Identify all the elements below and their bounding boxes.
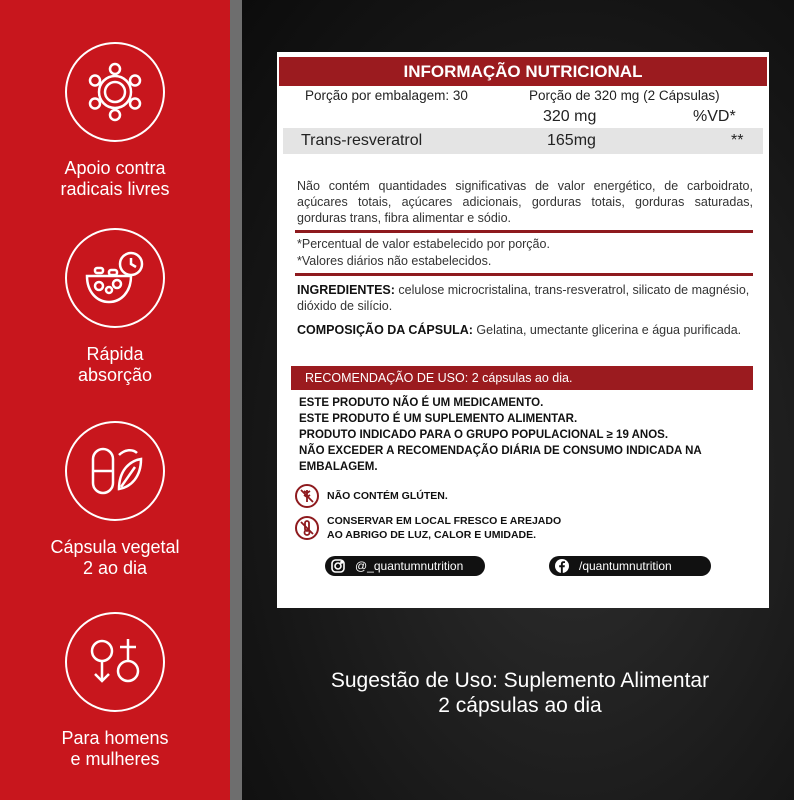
no-significant-text: Não contém quantidades significativas de valor energético, de carboidrato, açúcares totais, açúcares adicionais, gorduras totais, gorduras saturadas, gorduras trans, fibra alimentar e sódio.	[297, 179, 753, 225]
usage-suggestion	[260, 668, 780, 718]
capsule-composition	[297, 322, 753, 338]
suggestion-line-2: 2 cápsulas ao dia	[438, 694, 602, 717]
feature-label: Cápsula vegetal 2 ao dia	[50, 537, 180, 578]
suggestion-line-1: Sugestão de Uso: Suplemento Alimentar	[330, 669, 710, 692]
nutrient-vd: **	[731, 132, 744, 149]
capsule-leaf-icon	[85, 441, 145, 501]
feature-icon-circle	[65, 228, 165, 328]
facebook-handle[interactable]	[549, 556, 711, 576]
warning-line: ESTE PRODUTO NÃO É UM MEDICAMENTO.	[299, 397, 544, 409]
feature-absorption	[0, 228, 230, 386]
feature-icon-circle	[65, 42, 165, 142]
warning-line: EMBALAGEM.	[299, 461, 378, 473]
warning-line: NÃO EXCEDER A RECOMENDAÇÃO DIÁRIA DE CONSUMO INDICADA NA	[299, 445, 702, 457]
feature-label: Para homens e mulheres	[61, 728, 169, 769]
nutrient-name: Trans-resveratrol	[301, 132, 423, 149]
facebook-icon	[553, 557, 571, 575]
nutrition-panel	[277, 52, 769, 608]
feature-vegetal-capsule	[0, 421, 230, 579]
serving-size: Porção de 320 mg (2 Cápsulas)	[529, 88, 720, 103]
serving-amount: 320 mg	[543, 108, 597, 125]
gender-icon	[84, 631, 146, 693]
warning-line: PRODUTO INDICADO PARA O GRUPO POPULACIONAL ≥ 19 ANOS.	[299, 429, 669, 441]
capsule-label: COMPOSIÇÃO DA CÁPSULA:	[297, 323, 473, 337]
nutrient-row	[283, 128, 763, 154]
warning-line: ESTE PRODUTO É UM SUPLEMENTO ALIMENTAR.	[299, 413, 578, 425]
footnote-1: *Percentual de valor estabelecido por porção.	[297, 237, 550, 251]
fast-absorption-icon	[83, 248, 147, 308]
feature-icon-circle	[65, 421, 165, 521]
vd-header: %VD*	[693, 108, 736, 125]
recommendation-bar	[291, 366, 753, 390]
storage-icon	[295, 516, 319, 540]
nutrient-amount: 165mg	[547, 132, 596, 149]
feature-gender	[0, 612, 230, 770]
instagram-handle[interactable]	[325, 556, 485, 576]
molecule-icon	[84, 61, 146, 123]
instagram-icon	[329, 557, 347, 575]
gluten-free-text: NÃO CONTÉM GLÚTEN.	[327, 490, 448, 502]
capsule-text: Gelatina, umectante glicerina e água purificada.	[472, 323, 742, 337]
facebook-text: /quantumnutrition	[579, 559, 672, 573]
no-gluten-icon	[295, 484, 319, 508]
instagram-text: @_quantumnutrition	[355, 559, 464, 573]
panel-title: INFORMAÇÃO NUTRICIONAL	[279, 57, 767, 86]
feature-icon-circle	[65, 612, 165, 712]
servings-per-package: Porção por embalagem: 30	[305, 88, 468, 103]
recommendation-label: RECOMENDAÇÃO DE USO:	[305, 371, 469, 385]
feature-antioxidant	[0, 42, 230, 200]
storage-badge	[295, 514, 561, 542]
ingredients-label: INGREDIENTES:	[297, 283, 395, 297]
footnote-2: *Valores diários não estabelecidos.	[297, 254, 492, 268]
ingredients-text: celulose microcristalina, trans-resveratrol, silicato de magnésio, dióxido de silício.	[297, 283, 750, 313]
storage-text: CONSERVAR EM LOCAL FRESCO E AREJADO AO ABRIGO DE LUZ, CALOR E UMIDADE.	[327, 515, 562, 541]
separator	[295, 273, 753, 276]
ingredients	[297, 282, 753, 314]
recommendation-text: 2 cápsulas ao dia.	[468, 371, 573, 385]
divider-strip	[230, 0, 242, 800]
feature-label: Rápida absorção	[77, 344, 153, 385]
warnings	[299, 395, 702, 475]
separator	[295, 230, 753, 233]
gluten-free-badge	[295, 484, 448, 508]
feature-label: Apoio contra radicais livres	[60, 158, 170, 199]
